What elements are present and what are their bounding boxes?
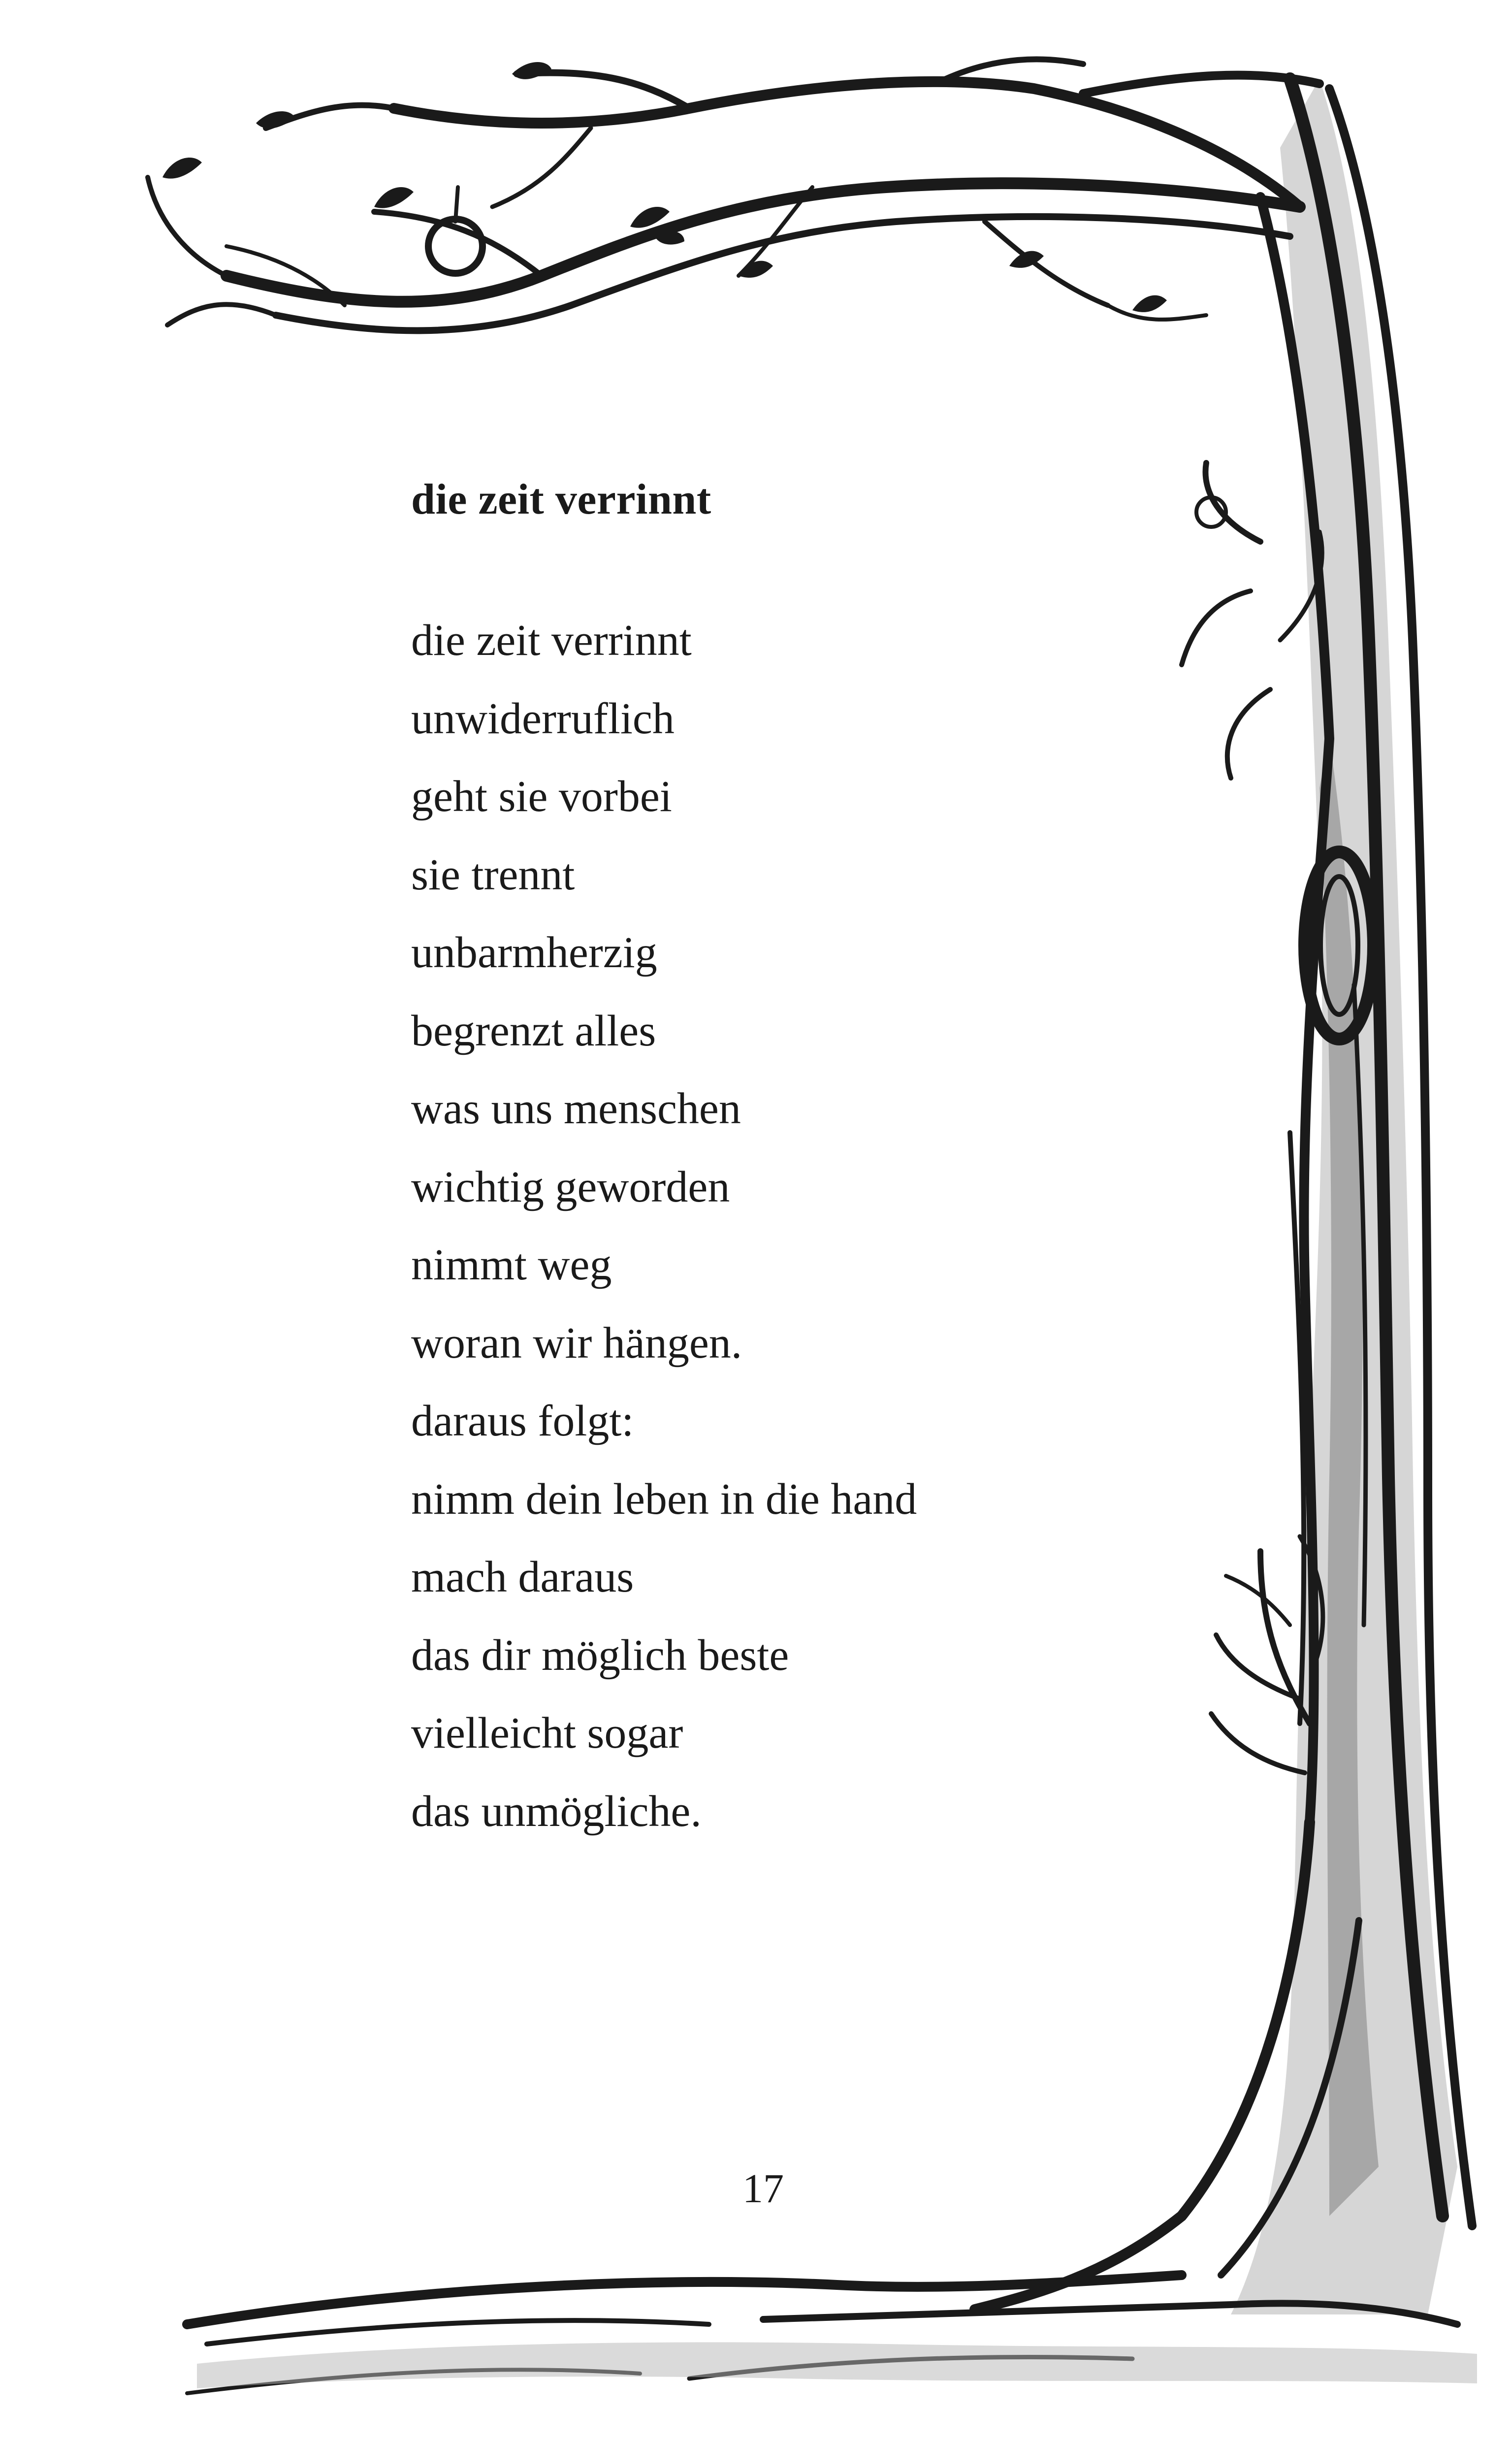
poem-line: mach daraus <box>411 1553 634 1601</box>
poem-title: die zeit verrinnt <box>411 476 711 523</box>
poem-lines <box>411 602 1248 1851</box>
poem-line: woran wir hängen. <box>411 1318 742 1368</box>
poem-line: vielleicht sogar <box>411 1709 683 1758</box>
ground-wash <box>197 2342 1477 2388</box>
top-branches <box>148 59 1319 330</box>
poem <box>411 473 1248 1851</box>
page-number: 17 <box>742 2166 784 2212</box>
poem-line: unwiderruflich <box>411 694 675 743</box>
poem-line: wichtig geworden <box>411 1162 730 1211</box>
poem-line: nimmt weg <box>411 1240 612 1289</box>
poem-line: die zeit verrinnt <box>411 616 692 665</box>
poem-line: das dir möglich beste <box>411 1630 789 1680</box>
poem-line: sie trennt <box>411 850 575 899</box>
poem-line: begrenzt alles <box>411 1006 656 1055</box>
poem-line: was uns menschen <box>411 1084 741 1133</box>
poem-line: das unmögliche. <box>411 1787 702 1836</box>
poem-line: unbarmherzig <box>411 928 657 977</box>
poem-line: daraus folgt: <box>411 1397 634 1445</box>
poem-line: geht sie vorbei <box>411 772 672 821</box>
poem-line: nimm dein leben in die hand <box>411 1474 917 1524</box>
